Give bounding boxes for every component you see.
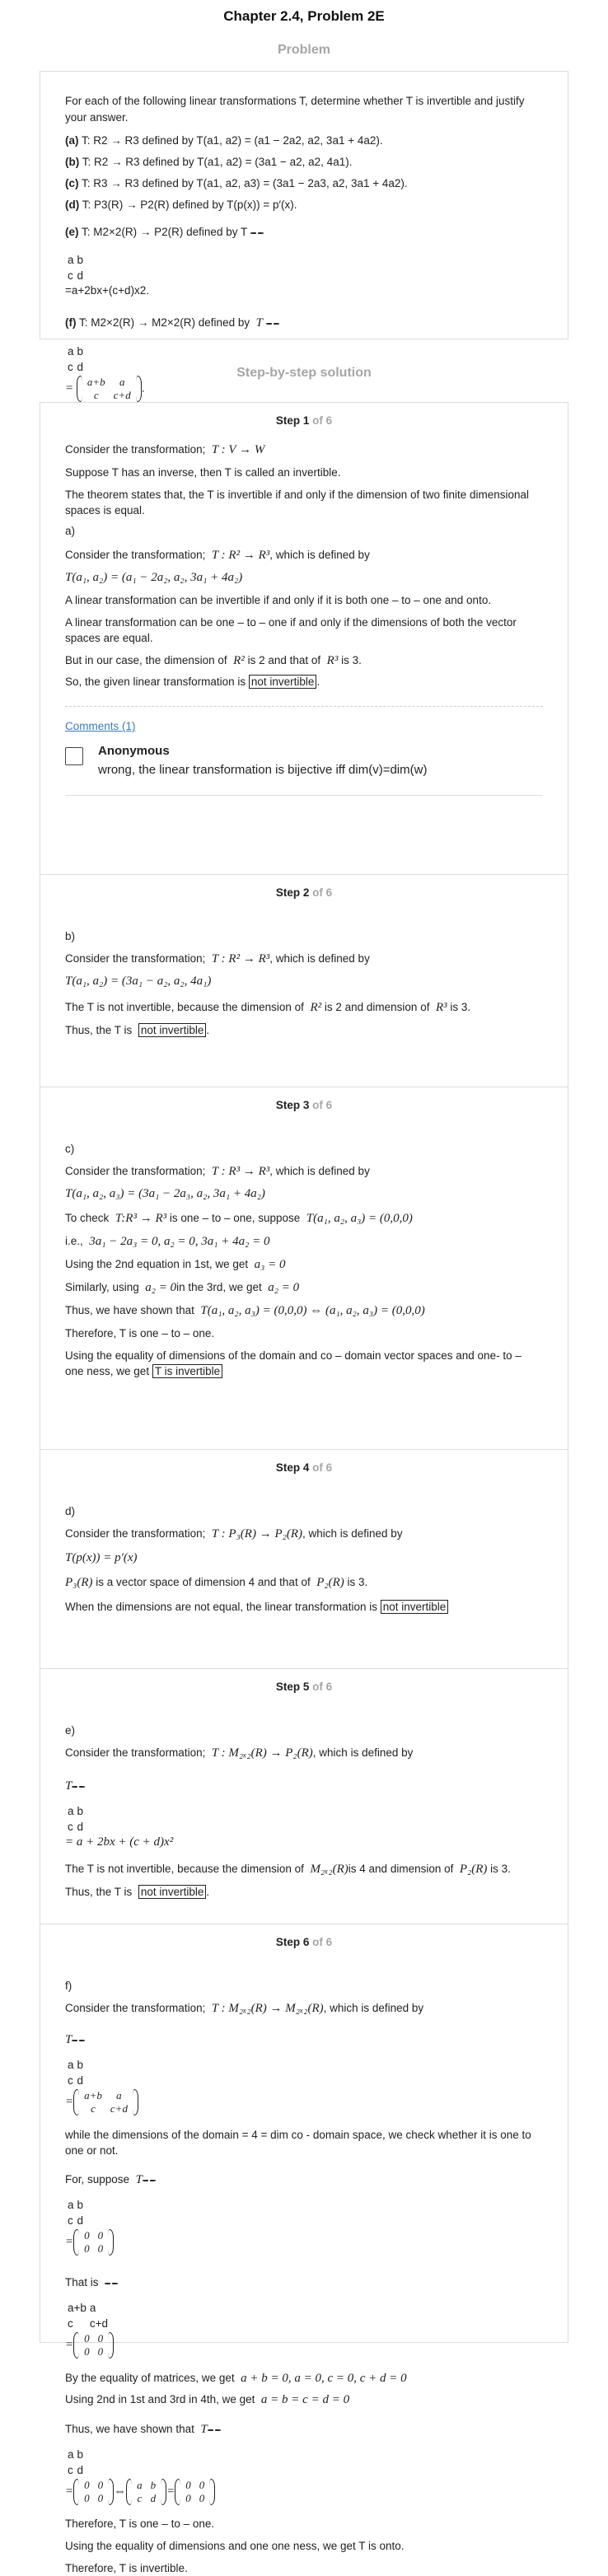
step-heading: Step 2 of 6 bbox=[275, 886, 333, 899]
problem-part-b bbox=[65, 154, 543, 171]
page-title: Chapter 2.4, Problem 2E bbox=[223, 8, 385, 24]
step-heading: Step 6 of 6 bbox=[275, 1936, 333, 1948]
step-heading: Step 4 of 6 bbox=[275, 1461, 333, 1474]
step-heading: Step 5 of 6 bbox=[275, 1681, 333, 1693]
part-text: T: R2 → R3 defined by T(a1, a2) = (a1 − 2a2, a2, 3a1 + 4a2). bbox=[82, 134, 383, 147]
part-text: T: R3 → R3 defined by T(a1, a2, a3) = (3a1 − 2a3, a2, 3a1 + 4a2). bbox=[82, 177, 408, 189]
answer-box: not invertible bbox=[381, 1600, 449, 1614]
problem-intro: For each of the following linear transformations T, determine whether T is invertible and justify your answer. bbox=[65, 95, 525, 124]
problem-part-f: (f) T: M2×2(R) → M2×2(R) defined by T bbox=[65, 316, 263, 330]
comments-link[interactable]: Comments (1) bbox=[65, 720, 136, 732]
steps-container bbox=[40, 402, 568, 2574]
problem-part-d bbox=[65, 197, 543, 213]
part-label: (b) bbox=[65, 156, 80, 168]
comment bbox=[65, 744, 543, 787]
answer-box: not invertible bbox=[138, 1885, 207, 1899]
comment-author: Anonymous bbox=[98, 744, 170, 758]
matrix-f-right: a+b a c c+d bbox=[77, 376, 142, 402]
comment-text: wrong, the linear transformation is bijective iff dim(v)=dim(w) bbox=[98, 763, 428, 777]
problem-part-a bbox=[65, 133, 543, 149]
step-2: Step 2 of 6 b) Consider the transformation; T : R² → R³, which is defined by T(a₁, a₂) = (3a₁ − a₂, a₂, 4a₁) The T is not invertible, because the dimension of R² is 2 and dimension of R³ is 3. Thus, the T is not invertible . bbox=[40, 874, 568, 1087]
step-5: Step 5 of 6 e) Consider the transformation; T : M₂ₓ₂(R) → P₂(R), which is defined by T a b c d = a + 2bx + (c + d)x² The T is not invertible, because the dimension of M₂ₓ₂(R)is 4 and dimension of P₂(R) is 3. Thus, the T is not invertible . bbox=[40, 1668, 568, 1924]
answer-box: not invertible bbox=[249, 675, 317, 689]
step-4: Step 4 of 6 d) Consider the transformation; T : P₃(R) → P₂(R), which is defined by T(p(x)) = p′(x) P₃(R) is a vector space of dimension 4 and that of P₂(R) is 3. When the dimensions are not equal, the linear transformation is not invertible bbox=[40, 1449, 568, 1668]
divider bbox=[65, 706, 543, 707]
part-label: (f) bbox=[65, 316, 77, 329]
solution-label: Step-by-step solution bbox=[236, 366, 372, 380]
problem-label: Problem bbox=[277, 43, 330, 57]
part-text: =a+2bx+(c+d)x2. bbox=[65, 284, 150, 297]
part-text: T: M2×2(R) → P2(R) defined by T bbox=[82, 226, 247, 238]
answer-box: not invertible bbox=[138, 1023, 207, 1037]
problem-part-e bbox=[65, 218, 543, 246]
part-text: T: M2×2(R) → M2×2(R) defined by bbox=[79, 316, 250, 329]
part-text: T: P3(R) → P2(R) defined by T(p(x)) = p′(x). bbox=[82, 199, 297, 211]
part-label: (e) bbox=[65, 226, 79, 238]
step-1: Step 1 of 6 Consider the transformation; T : V → W Suppose T has an inverse, then T is called an invertible. The theorem states that, the T is invertible if and only if the dimension of two finite dimensional spaces is equal. a) Consider the transformation; T : R² → R³, which is defined by T(a₁, a₂) = (a₁ − 2a₂, a₂, 3a₁ + 4a₂) A linear transformation can be invertible if and only if it is both one – to – one and onto. A linear transformation can be one – to – one if and only if the dimensions of both the vector spaces are equal. But in our case, the dimension of R² is 2 and that of R³ is 3. So, the given linear transformation is not invertible . Comments (1) Anonymous wrong, the linear transformation is bijective iff dim(v)=dim(w) bbox=[40, 403, 568, 874]
answer-box: T is invertible bbox=[152, 1364, 222, 1378]
part-label: (d) bbox=[65, 199, 80, 211]
step-3: Step 3 of 6 c) Consider the transformation; T : R³ → R³, which is defined by T(a₁, a₂, a₃) = (3a₁ − 2a₃, a₂, 3a₁ + 4a₂) To check T:R³ → R³ is one – to – one, suppose T(a₁, a₂, a₃) = (0,0,0) i.e., 3a₁ − 2a₃ = 0, a₂ = 0, 3a₁ + 4a₂ = 0 Using the 2nd equation in 1st, we get a₃ = 0 Similarly, using a₂ = 0in the 3rd, we get a₂ = 0 Thus, we have shown that T(a₁, a₂, a₃) = (0,0,0) ⇔ (a₁, a₂, a₃) = (0,0,0) Therefore, T is one – to – one. Using the equality of dimensions of the domain and co – domain vector spaces and one- to – one ness, we get T is invertible bbox=[40, 1087, 568, 1449]
part-label: (a) bbox=[65, 134, 79, 147]
step-6: Step 6 of 6 f) Consider the transformation; T : M₂ₓ₂(R) → M₂ₓ₂(R), which is defined by T a b c d = a+b a c c+d while the dimensions of the domain = 4 = dim co - domain space, we check whether it is one to one or not. For, suppose T a b c d = 0 0 0 0 That is a+b a c c+d = 0 0 0 0 By the equality of matrices, we get a + b = 0, a = 0, c = 0, c + d = 0 Using 2nd in 1st and 3rd in 4th, we get a = b = c = d = 0 Thus, we have shown that T a b c d = 0 0 0 0 ⇔ a b c d = 0 0 0 0 Therefore, T is one – to – one. Using the equality of dimensions and one one ness, we get T is onto. Therefore, T is invertible. bbox=[40, 1924, 568, 2342]
part-text: T: R2 → R3 defined by T(a1, a2) = (3a1 − a2, a2, 4a1). bbox=[82, 156, 353, 168]
problem-part-c bbox=[65, 175, 543, 192]
step-heading: Step 3 of 6 bbox=[275, 1099, 333, 1111]
step-heading: Step 1 of 6 bbox=[275, 414, 333, 427]
problem-card: For each of the following linear transformations T, determine whether T is invertible and justify your answer. (a) T: R2 → R3 defined by T(a1, a2) = (a1 − 2a2, a2, 3a1 + 4a2). (b) T: R2 → R3 defined by T(a1, a2) = (3a1 − a2, a2, 4a1). (c) T: R3 → R3 defined by T(a1, a2, a3) = (3a1 − 2a3, a2, 3a1 + 4a2). (d) T: P3(R) → P2(R) defined by T(p(x)) = p′(x). (e) T: M2×2(R) → P2(R) defined by T a b c d =a+2bx+(c+d)x2. (f) T: M2×2(R) → M2×2(R) defined by T a b c d = a+b a c c+d . bbox=[40, 71, 568, 339]
part-label: (c) bbox=[65, 177, 79, 189]
comment-checkbox[interactable] bbox=[65, 747, 83, 765]
